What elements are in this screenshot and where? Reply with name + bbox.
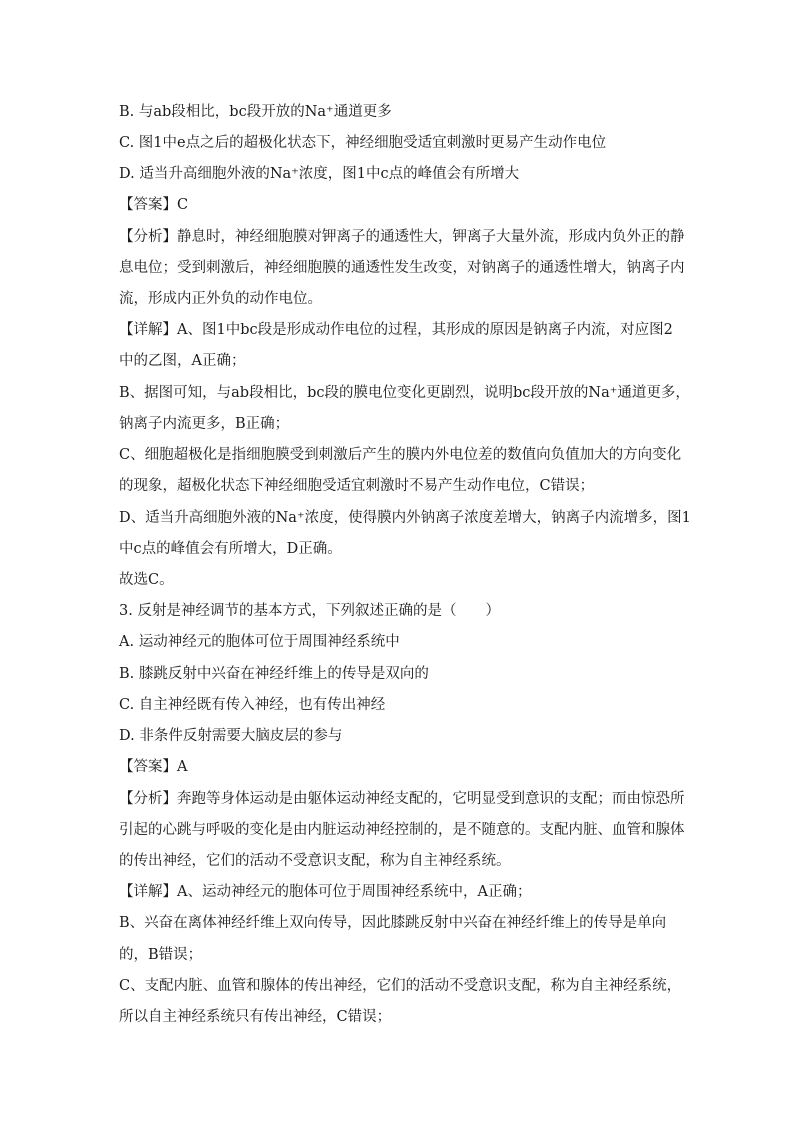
analysis-text: 【分析】奔跑等身体运动是由躯体运动神经支配的，它明显受到意识的支配；而由惊恐所 (119, 791, 685, 807)
detail-text: 钠离子内流更多，B正确； (119, 416, 290, 432)
detail-text: 所以自主神经系统只有传出神经，C错误； (119, 1009, 392, 1025)
answer-text: 【答案】C (119, 197, 189, 213)
option-d-text: D. 适当升高细胞外液的Na⁺浓度，图1中c点的峰值会有所增大 (119, 166, 520, 182)
analysis-text: 引起的心跳与呼吸的变化是由内脏运动神经控制的，是不随意的。支配内脏、血管和腺体 (119, 822, 685, 838)
detail-text: B、兴奋在离体神经纤维上双向传导，因此膝跳反射中兴奋在神经纤维上的传导是单向 (119, 915, 667, 931)
detail-text: 【详解】A、图1中bc段是形成动作电位的过程，其形成的原因是钠离子内流，对应图2 (119, 322, 673, 338)
answer-text: 【答案】A (119, 759, 188, 775)
detail-text: 【详解】A、运动神经元的胞体可位于周围神经系统中，A正确； (119, 884, 532, 900)
detail-text: 中的乙图，A正确； (119, 353, 246, 369)
analysis-text: 流，形成内正外负的动作电位。 (119, 291, 322, 307)
option-d-text: D. 非条件反射需要大脑皮层的参与 (119, 728, 343, 744)
detail-text: 的，B错误； (119, 947, 203, 963)
option-c-text: C. 自主神经既有传入神经，也有传出神经 (119, 697, 386, 713)
detail-text: 的现象，超极化状态下神经细胞受适宜刺激时不易产生动作电位，C错误； (119, 478, 595, 494)
analysis-text: 【分析】静息时，神经细胞膜对钾离子的通透性大，钾离子大量外流，形成内负外正的静 (119, 229, 685, 245)
detail-text: D、适当升高细胞外液的Na⁺浓度，使得膜内外钠离子浓度差增大，钠离子内流增多，图1 (119, 510, 691, 526)
detail-text: C、细胞超极化是指细胞膜受到刺激后产生的膜内外电位差的数值向负值加大的方向变化 (119, 447, 682, 463)
detail-text: 中c点的峰值会有所增大，D正确。 (119, 541, 342, 557)
option-c-text: C. 图1中e点之后的超极化状态下，神经细胞受适宜刺激时更易产生动作电位 (119, 135, 607, 151)
option-a-text: A. 运动神经元的胞体可位于周围神经系统中 (119, 634, 400, 650)
analysis-text: 息电位；受到刺激后，神经细胞膜的通透性发生改变，对钠离子的通透性增大，钠离子内 (119, 260, 685, 276)
analysis-text: 的传出神经，它们的活动不受意识支配，称为自主神经系统。 (119, 853, 511, 869)
detail-text: C、支配内脏、血管和腺体的传出神经，它们的活动不受意识支配，称为自主神经系统， (119, 978, 682, 994)
detail-text: B、据图可知，与ab段相比，bc段的膜电位变化更剧烈，说明bc段开放的Na⁺通道更多， (119, 385, 690, 401)
question-stem: 3. 反射是神经调节的基本方式，下列叙述正确的是（ ） (119, 603, 500, 619)
option-b-text: B. 与ab段相比，bc段开放的Na⁺通道更多 (119, 104, 392, 120)
conclusion-text: 故选C。 (119, 572, 174, 588)
option-b-text: B. 膝跳反射中兴奋在神经纤维上的传导是双向的 (119, 666, 429, 682)
